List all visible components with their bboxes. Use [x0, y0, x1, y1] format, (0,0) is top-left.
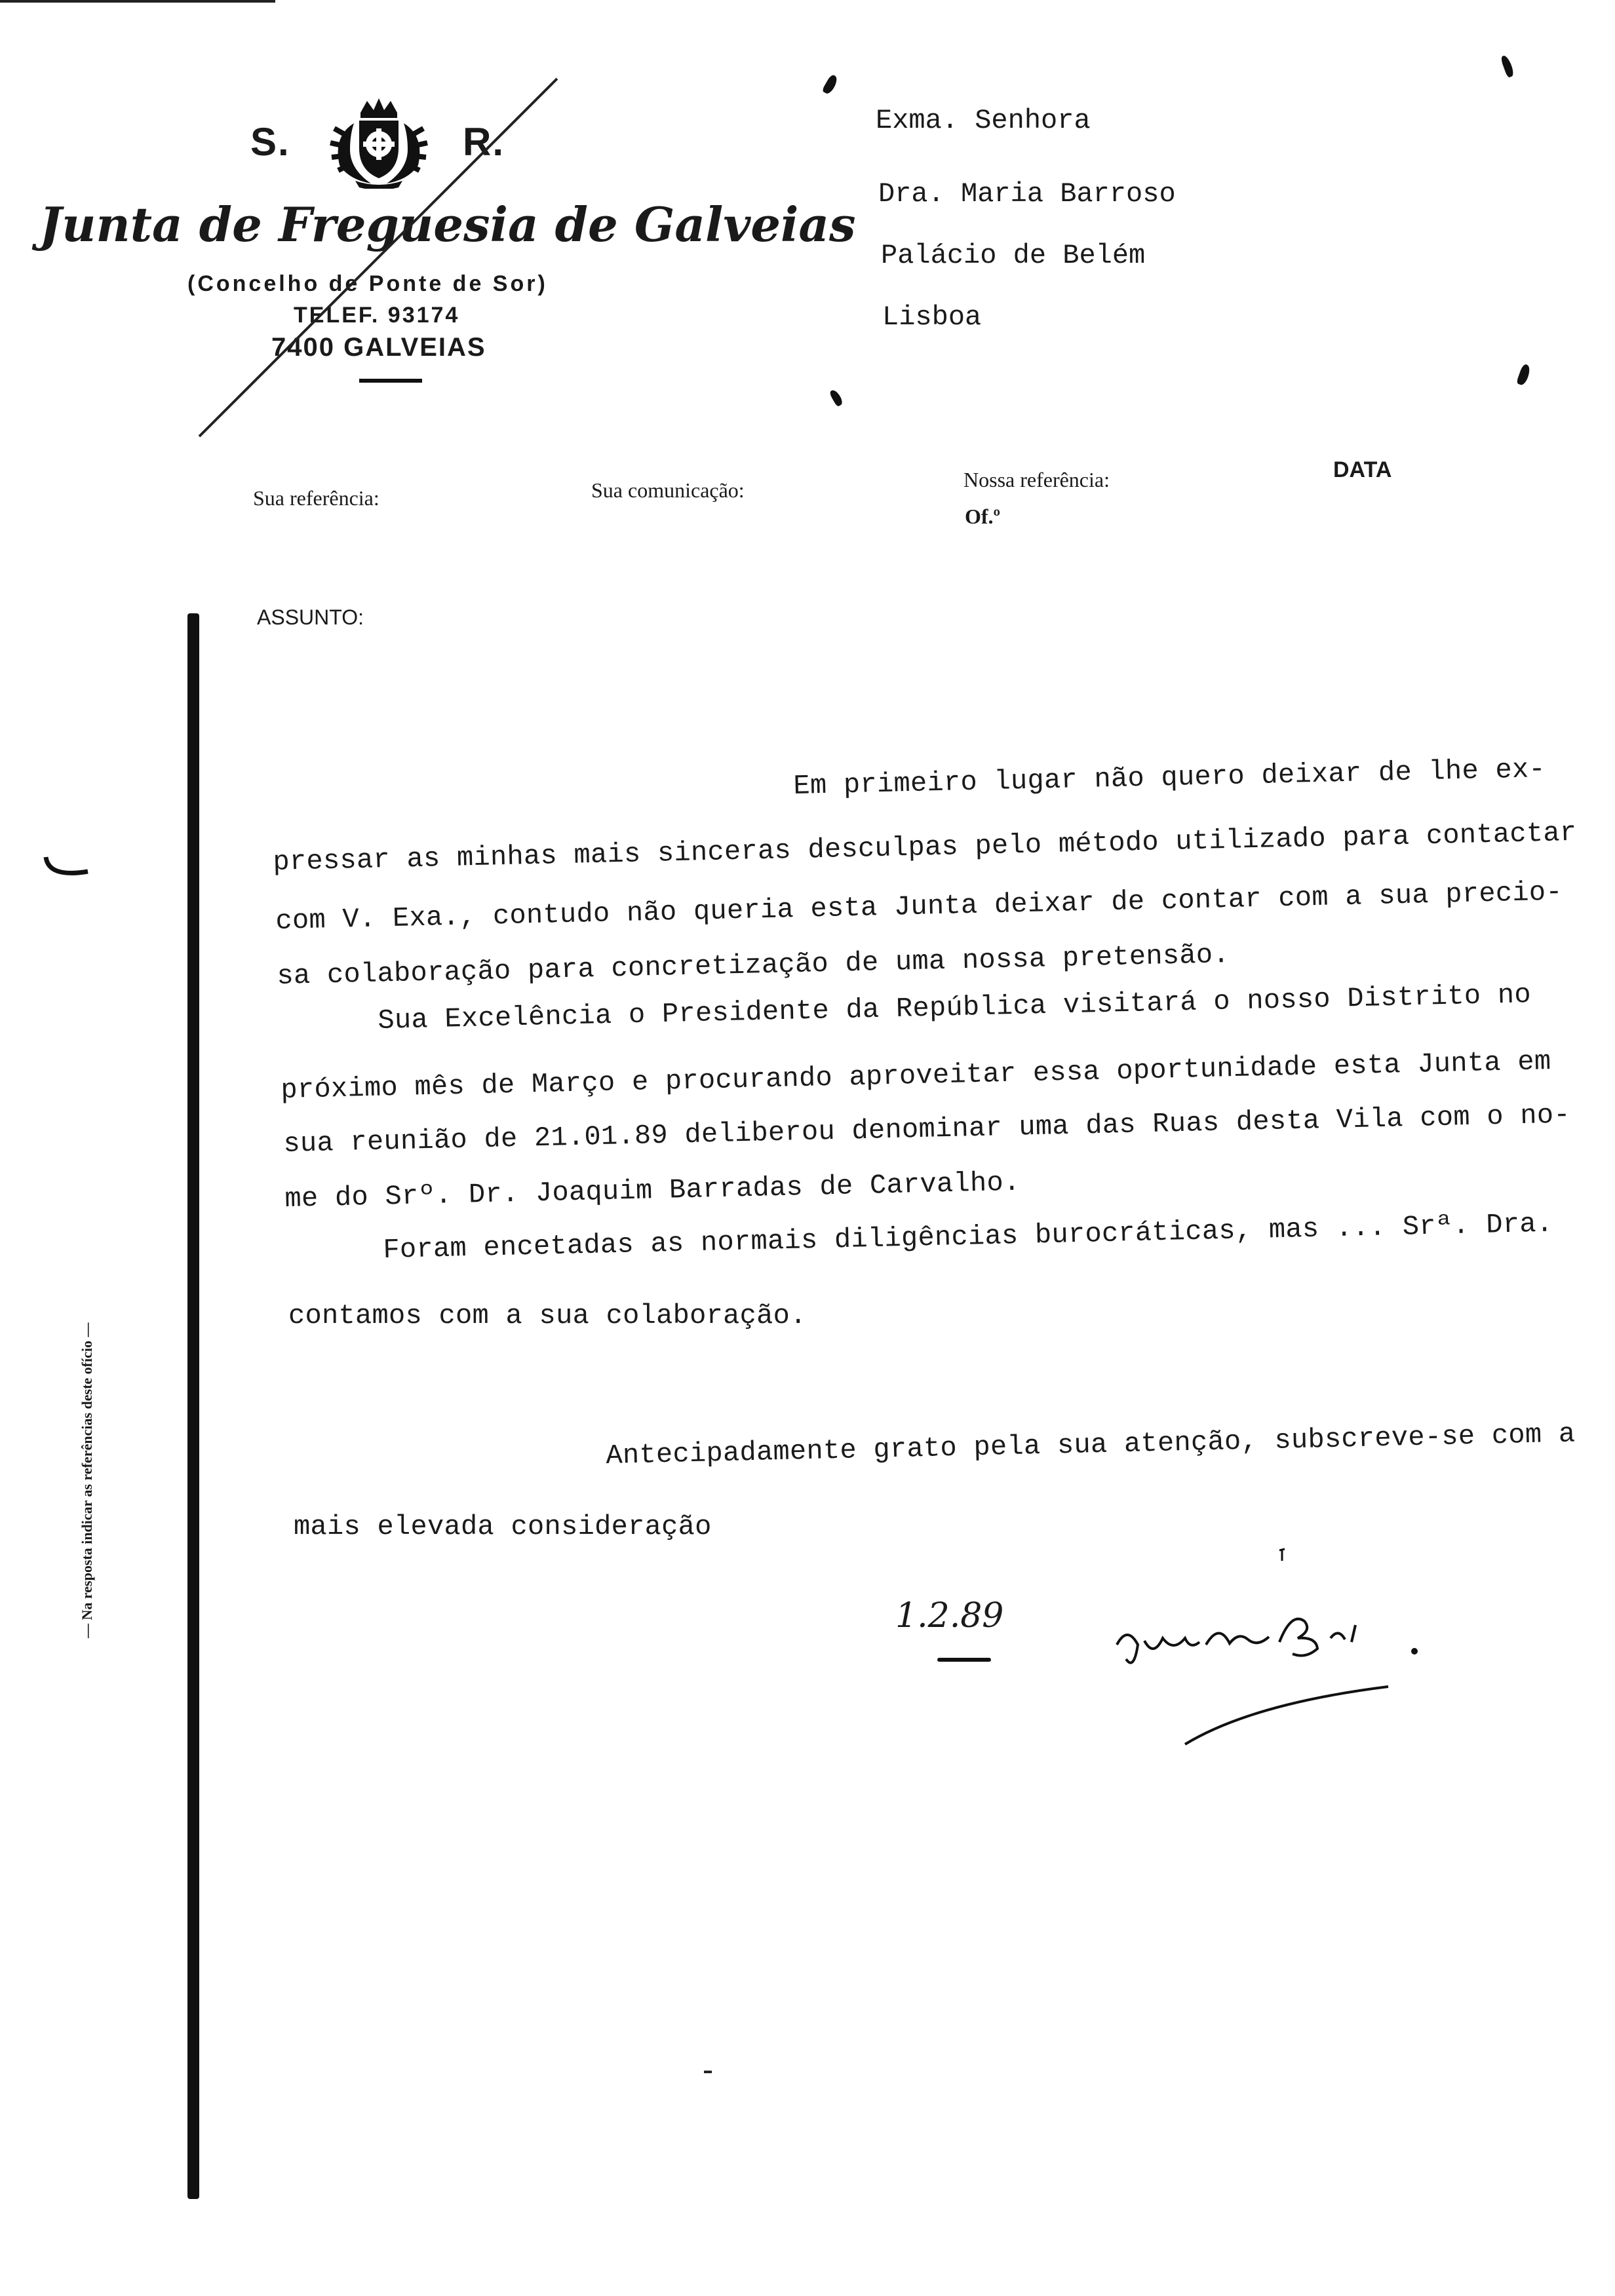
margin-reply-note: — Na resposta indicar as referências deste ofício — [79, 1322, 95, 1638]
body-line: Foram encetadas as normais diligências burocráticas, mas ... Srª. Dra. [383, 1208, 1553, 1266]
body-line: contamos com a sua colaboração. [288, 1300, 807, 1331]
body-line: me do Srº. Dr. Joaquim Barradas de Carvalho. [284, 1166, 1021, 1215]
window-corner-mark-bl [828, 389, 844, 408]
window-corner-mark-tr [1500, 54, 1515, 78]
handwritten-date: 1.2.89 [895, 1596, 1004, 1636]
body-line: mais elevada consideração [294, 1511, 712, 1542]
ref-nossa-referencia: Nossa referência: [963, 468, 1110, 491]
postal-line: 7400 GALVEIAS [271, 333, 486, 362]
margin-bracket-mark [42, 852, 94, 885]
left-margin-rule [187, 613, 199, 2199]
body-line: próximo mês de Março e procurando aproveitar essa oportunidade esta Junta em [281, 1046, 1551, 1106]
ref-data: DATA [1333, 457, 1392, 482]
recipient-salutation: Exma. Senhora [876, 105, 1091, 136]
body-line: Antecipadamente grato pela sua atenção, subscreve-se com a [606, 1418, 1576, 1472]
ref-sua-comunicacao: Sua comunicação: [591, 478, 745, 502]
scan-speck [704, 2071, 712, 2073]
body-line: pressar as minhas mais sinceras desculpas pelo método utilizado para contactar [273, 816, 1577, 878]
letterhead-initial-s: S. [250, 120, 290, 164]
body-line: com V. Exa., contudo não queria esta Junta deixar de contar com a sua precio- [275, 876, 1563, 937]
municipality-line: (Concelho de Ponte de Sor) [187, 271, 548, 296]
date-underline [937, 1658, 991, 1662]
org-name: Junta de Freguesia de Galveias [39, 197, 856, 252]
body-line: Em primeiro lugar não quero deixar de lhe ex- [793, 753, 1546, 802]
diagonal-strike-line [190, 72, 570, 446]
recipient-place: Palácio de Belém [881, 240, 1146, 271]
body-line: Sua Excelência o Presidente da República visitará o nosso Distrito no [378, 979, 1532, 1037]
body-line: sa colaboração para concretização de uma nossa pretensão. [277, 939, 1230, 992]
window-corner-mark-br [1516, 364, 1532, 387]
phone-line: TELEF. 93174 [294, 303, 460, 328]
ref-sua-referencia: Sua referência: [253, 486, 379, 510]
letterhead-initial-r: R. [463, 120, 505, 164]
subject-label: ASSUNTO: [257, 605, 364, 629]
body-line: sua reunião de 21.01.89 deliberou denominar uma das Ruas desta Vila com o no- [283, 1099, 1571, 1160]
window-corner-mark-tl [821, 74, 839, 96]
scan-edge-mark [0, 0, 275, 3]
signature-tick-mark [1278, 1548, 1286, 1562]
recipient-name: Dra. Maria Barroso [878, 178, 1176, 210]
handwritten-signature [1108, 1599, 1435, 1756]
recipient-city: Lisboa [882, 301, 982, 333]
ref-oficio: Of.º [965, 505, 1001, 528]
